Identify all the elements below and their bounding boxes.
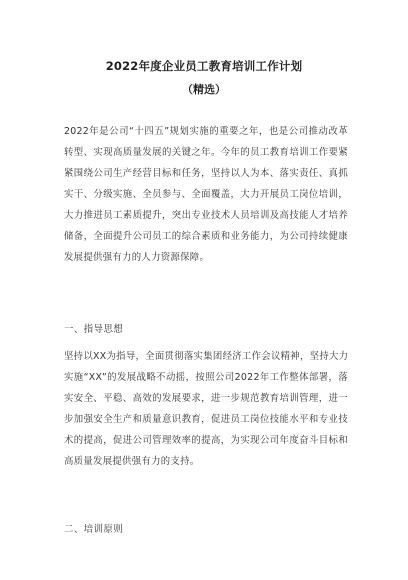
document-title: 2022年度企业员工教育培训工作计划 [105,59,303,73]
paragraph-line: 步加强安全生产和质量意识教育，促进员工岗位技能水平和专业技 [64,414,348,425]
paragraph-line: 高质量发展提供强有力的支持。 [64,456,200,467]
section-heading-training-principles: 二、培训原则 [64,524,124,535]
paragraph-line: 转型、实现高质量发展的关键之年。今年的员工教育培训工作要紧 [64,147,348,158]
paragraph-line: 大力推进员工素质提升，突出专业技术人员培训及高技能人才培养 [64,210,348,221]
paragraph-line: 发展提供强有力的人力资源保障。 [64,252,210,263]
paragraph-line: 坚持以XX为指导，全面贯彻落实集团经济工作会议精神，坚持大力 [64,351,348,362]
paragraph-line: 实干、分级实施、全员参与、全面覆盖，大力开展员工岗位培训， [64,189,348,200]
guiding-ideology-paragraph [64,346,348,472]
document-subtitle: （精选） [182,83,226,96]
intro-paragraph [64,121,348,268]
section-heading-guiding-ideology: 一、指导思想 [64,324,124,335]
paragraph-line: 紧围绕公司生产经营目标和任务，坚持以人为本、落实责任、真抓 [64,168,348,179]
paragraph-line: 实安全、平稳、高效的发展要求，进一步规范教育培训管理，进一 [64,393,348,404]
paragraph-line: 实施“XX”的发展战略不动摇，按照公司2022年工作整体部署，落 [64,372,348,383]
paragraph-line: 术的提高，促进公司管理效率的提高，为实现公司年度奋斗目标和 [64,435,348,446]
paragraph-line: 2022年是公司“十四五”规划实施的重要之年，也是公司推动改革 [64,126,348,137]
paragraph-line: 储备，全面提升公司员工的综合素质和业务能力，为公司持续健康 [64,231,348,242]
